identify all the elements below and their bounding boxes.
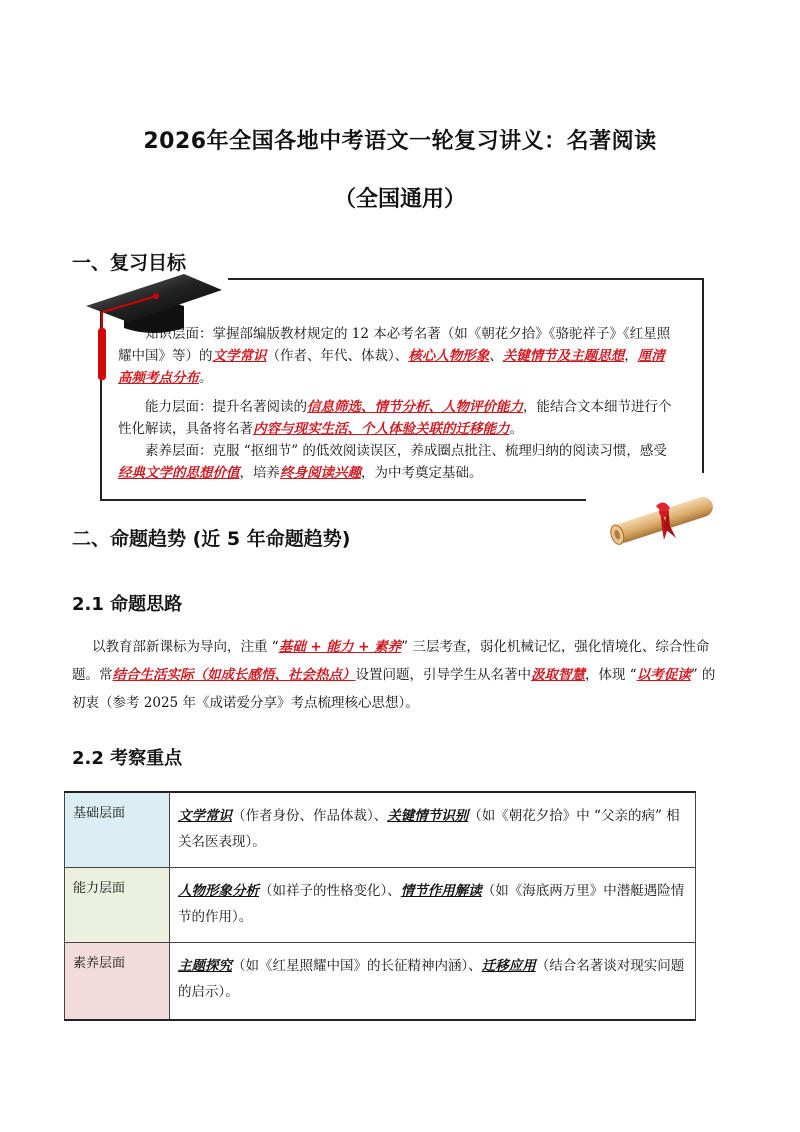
row-content: 主题探究（如《红星照耀中国》的长征精神内涵）、迁移应用（结合名著谈对现实问题的启示）。 [170,943,696,1021]
objective-ability: 能力层面：提升名著阅读的信息筛选、情节分析、人物评价能力，能结合文本细节进行个性化解读，具备将名著内容与现实生活、个人体验关联的迁移能力。 [118,399,672,437]
subsection-heading-2-2: 2.2 考察重点 [72,748,183,769]
objective-knowledge: 知识层面：掌握部编版教材规定的 12 本必考名著（如《朝花夕拾》《骆驼祥子》《红星照耀中国》等）的文学常识（作者、年代、体裁）、核心人物形象、关键情节及主题思想，厘清高频考点分布。 [118,326,671,386]
diploma-scroll-icon [604,488,720,546]
row-content: 文学常识（作者身份、作品体裁）、关键情节识别（如《朝花夕拾》中 “父亲的病” 相关名医表现）。 [170,792,696,868]
section-heading-review-goals: 一、复习目标 [72,252,187,274]
page-subtitle: （全国通用） [333,187,466,212]
section-heading-trend: 二、命题趋势 (近 5 年命题趋势) [72,528,351,550]
row-label: 素养层面 [65,943,170,1021]
exam-focus-table [64,791,696,1021]
objective-literacy: 素养层面：克服 “抠细节” 的低效阅读误区，养成圈点批注、梳理归纳的阅读习惯，感受经典文学的思想价值，培养终身阅读兴趣，为中考奠定基础。 [118,443,667,481]
table-row [65,943,696,1021]
page-title: 2026年全国各地中考语文一轮复习讲义：名著阅读 [143,129,657,154]
subsection-heading-2-1: 2.1 命题思路 [72,594,183,615]
row-label: 能力层面 [65,868,170,943]
row-label: 基础层面 [65,792,170,868]
row-content: 人物形象分析（如祥子的性格变化）、情节作用解读（如《海底两万里》中潜艇遇险情节的作用）。 [170,868,696,943]
paragraph-approach: 以教育部新课标为导向，注重 “基础 + 能力 + 素养” 三层考查，弱化机械记忆，强化情境化、综合性命题。常结合生活实际（如成长感悟、社会热点）设置问题，引导学生从名著中汲取智慧，体现 “以考促读” 的初衷（参考 2025 年《成诺爱分享》考点梳理核心思想）。 [72,639,716,711]
table-row [65,792,696,868]
table-row [65,868,696,943]
